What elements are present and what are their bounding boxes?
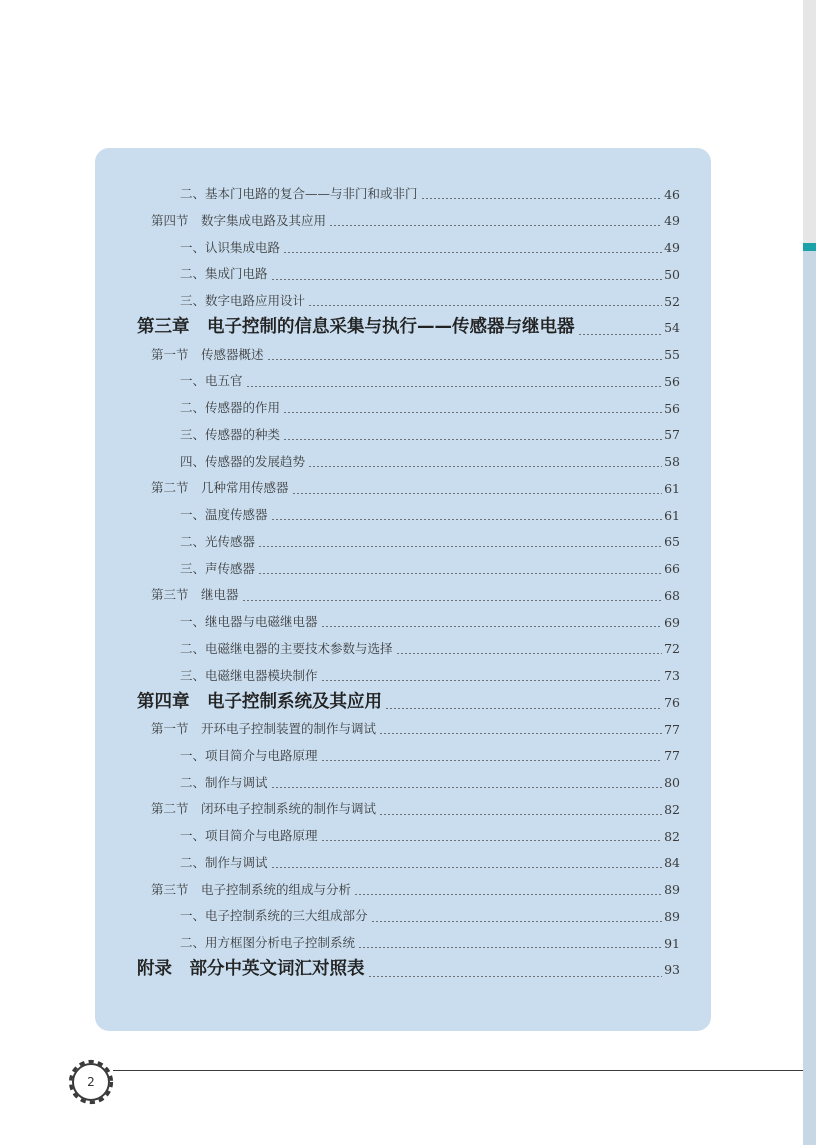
toc-entry-page: 49: [664, 213, 680, 229]
toc-dot-leader: [368, 976, 663, 977]
toc-entry-page: 72: [664, 641, 680, 657]
toc-entry-page: 66: [664, 561, 680, 577]
toc-entry-chapter[interactable]: [95, 957, 711, 984]
toc-entry-sub[interactable]: [95, 903, 711, 930]
toc-entry-page: 68: [664, 587, 680, 603]
toc-entry-label: 第四节 数字集成电路及其应用: [151, 212, 327, 228]
toc-entry-label: 附录 部分中英文词汇对照表: [137, 959, 365, 980]
toc-entry-page: 49: [664, 240, 680, 256]
toc-entry-label: 一、电五官: [180, 373, 243, 389]
toc-entry-page: 57: [664, 427, 680, 443]
toc-entry-label: 一、继电器与电磁继电器: [180, 614, 318, 630]
toc-entry-sub[interactable]: [95, 449, 711, 476]
toc-entry-page: 77: [664, 721, 680, 737]
toc-entry-sub[interactable]: [95, 770, 711, 797]
toc-entry-page: 58: [664, 454, 680, 470]
toc-entry-label: 三、电磁继电器模块制作: [180, 667, 318, 683]
toc-dot-leader: [267, 359, 663, 360]
toc-entry-page: 50: [664, 266, 680, 282]
toc-entry-sub[interactable]: [95, 181, 711, 208]
toc-entry-sub[interactable]: [95, 850, 711, 877]
toc-entry-page: 76: [664, 694, 680, 710]
side-edge-accent: [803, 243, 816, 251]
toc-list: [95, 181, 711, 984]
toc-dot-leader: [308, 305, 662, 306]
toc-dot-leader: [421, 198, 663, 199]
toc-entry-page: 56: [664, 373, 680, 389]
toc-entry-section[interactable]: [95, 877, 711, 904]
toc-entry-sub[interactable]: [95, 368, 711, 395]
toc-entry-page: 82: [664, 828, 680, 844]
toc-entry-label: 二、制作与调试: [180, 774, 268, 790]
toc-entry-label: 第一节 传感器概述: [151, 346, 264, 362]
toc-dot-leader: [292, 493, 663, 494]
toc-dot-leader: [283, 252, 662, 253]
toc-entry-page: 93: [664, 962, 680, 978]
toc-entry-chapter[interactable]: [95, 689, 711, 716]
toc-dot-leader: [271, 867, 663, 868]
toc-entry-section[interactable]: [95, 716, 711, 743]
toc-dot-leader: [258, 546, 662, 547]
toc-entry-section[interactable]: [95, 582, 711, 609]
toc-entry-page: 82: [664, 801, 680, 817]
toc-entry-page: 61: [664, 480, 680, 496]
toc-entry-page: 56: [664, 400, 680, 416]
toc-entry-label: 一、温度传感器: [180, 507, 268, 523]
toc-dot-leader: [283, 439, 662, 440]
toc-dot-leader: [258, 573, 662, 574]
toc-entry-page: 54: [664, 320, 680, 336]
toc-entry-page: 80: [664, 775, 680, 791]
toc-entry-label: 第二节 闭环电子控制系统的制作与调试: [151, 801, 377, 817]
toc-entry-label: 二、基本门电路的复合——与非门和或非门: [180, 186, 418, 202]
toc-dot-leader: [271, 787, 663, 788]
toc-entry-sub[interactable]: [95, 235, 711, 262]
toc-entry-page: 77: [664, 748, 680, 764]
toc-entry-page: 69: [664, 614, 680, 630]
toc-dot-leader: [321, 626, 663, 627]
toc-entry-page: 73: [664, 668, 680, 684]
toc-entry-sub[interactable]: [95, 743, 711, 770]
toc-entry-sub[interactable]: [95, 502, 711, 529]
toc-entry-section[interactable]: [95, 342, 711, 369]
toc-dot-leader: [246, 386, 663, 387]
toc-entry-sub[interactable]: [95, 609, 711, 636]
toc-entry-sub[interactable]: [95, 636, 711, 663]
toc-entry-sub[interactable]: [95, 395, 711, 422]
toc-entry-label: 二、用方框图分析电子控制系统: [180, 935, 356, 951]
toc-entry-label: 第一节 开环电子控制装置的制作与调试: [151, 721, 377, 737]
toc-entry-page: 89: [664, 908, 680, 924]
toc-entry-sub[interactable]: [95, 529, 711, 556]
toc-dot-leader: [271, 519, 663, 520]
toc-dot-leader: [354, 894, 662, 895]
toc-dot-leader: [321, 680, 663, 681]
toc-entry-page: 89: [664, 882, 680, 898]
toc-entry-page: 84: [664, 855, 680, 871]
toc-entry-label: 三、传感器的种类: [180, 426, 281, 442]
toc-dot-leader: [321, 840, 663, 841]
toc-dot-leader: [379, 814, 662, 815]
toc-entry-sub[interactable]: [95, 288, 711, 315]
toc-entry-sub[interactable]: [95, 261, 711, 288]
toc-entry-sub[interactable]: [95, 556, 711, 583]
toc-entry-label: 一、项目简介与电路原理: [180, 747, 318, 763]
footer-rule: [113, 1070, 803, 1071]
toc-entry-page: 46: [664, 186, 680, 202]
toc-entry-label: 第三节 电子控制系统的组成与分析: [151, 881, 352, 897]
toc-dot-leader: [379, 733, 662, 734]
toc-dot-leader: [358, 947, 662, 948]
toc-dot-leader: [271, 279, 663, 280]
toc-entry-label: 二、电磁继电器的主要技术参数与选择: [180, 640, 393, 656]
table-of-contents-panel: [95, 148, 711, 1031]
toc-entry-chapter[interactable]: [95, 315, 711, 342]
toc-dot-leader: [321, 760, 663, 761]
toc-entry-page: 55: [664, 347, 680, 363]
toc-dot-leader: [578, 334, 663, 335]
toc-entry-label: 一、认识集成电路: [180, 239, 281, 255]
toc-entry-label: 二、传感器的作用: [180, 400, 281, 416]
toc-entry-section[interactable]: [95, 796, 711, 823]
toc-entry-sub[interactable]: [95, 930, 711, 957]
toc-entry-label: 二、集成门电路: [180, 266, 268, 282]
toc-entry-sub[interactable]: [95, 823, 711, 850]
toc-dot-leader: [329, 225, 662, 226]
page-number: 2: [87, 1075, 95, 1089]
toc-entry-label: 一、项目简介与电路原理: [180, 828, 318, 844]
toc-entry-sub[interactable]: [95, 663, 711, 690]
toc-entry-label: 一、电子控制系统的三大组成部分: [180, 908, 368, 924]
toc-entry-page: 65: [664, 534, 680, 550]
toc-entry-section[interactable]: [95, 475, 711, 502]
toc-entry-label: 第三章 电子控制的信息采集与执行——传感器与继电器: [137, 317, 575, 338]
toc-entry-label: 第三节 继电器: [151, 587, 239, 603]
toc-dot-leader: [371, 921, 663, 922]
toc-dot-leader: [308, 466, 662, 467]
toc-entry-label: 二、制作与调试: [180, 854, 268, 870]
toc-entry-label: 三、数字电路应用设计: [180, 293, 306, 309]
toc-entry-label: 二、光传感器: [180, 533, 256, 549]
toc-dot-leader: [283, 412, 662, 413]
toc-entry-label: 四、传感器的发展趋势: [180, 453, 306, 469]
toc-entry-label: 三、声传感器: [180, 560, 256, 576]
toc-dot-leader: [396, 653, 663, 654]
toc-entry-sub[interactable]: [95, 422, 711, 449]
toc-dot-leader: [242, 600, 663, 601]
toc-dot-leader: [385, 708, 662, 709]
toc-entry-page: 52: [664, 293, 680, 309]
toc-entry-page: 61: [664, 507, 680, 523]
toc-entry-section[interactable]: [95, 208, 711, 235]
side-edge-strip-lower: [803, 250, 816, 1145]
toc-entry-label: 第四章 电子控制系统及其应用: [137, 691, 382, 712]
toc-entry-label: 第二节 几种常用传感器: [151, 480, 289, 496]
toc-entry-page: 91: [664, 935, 680, 951]
